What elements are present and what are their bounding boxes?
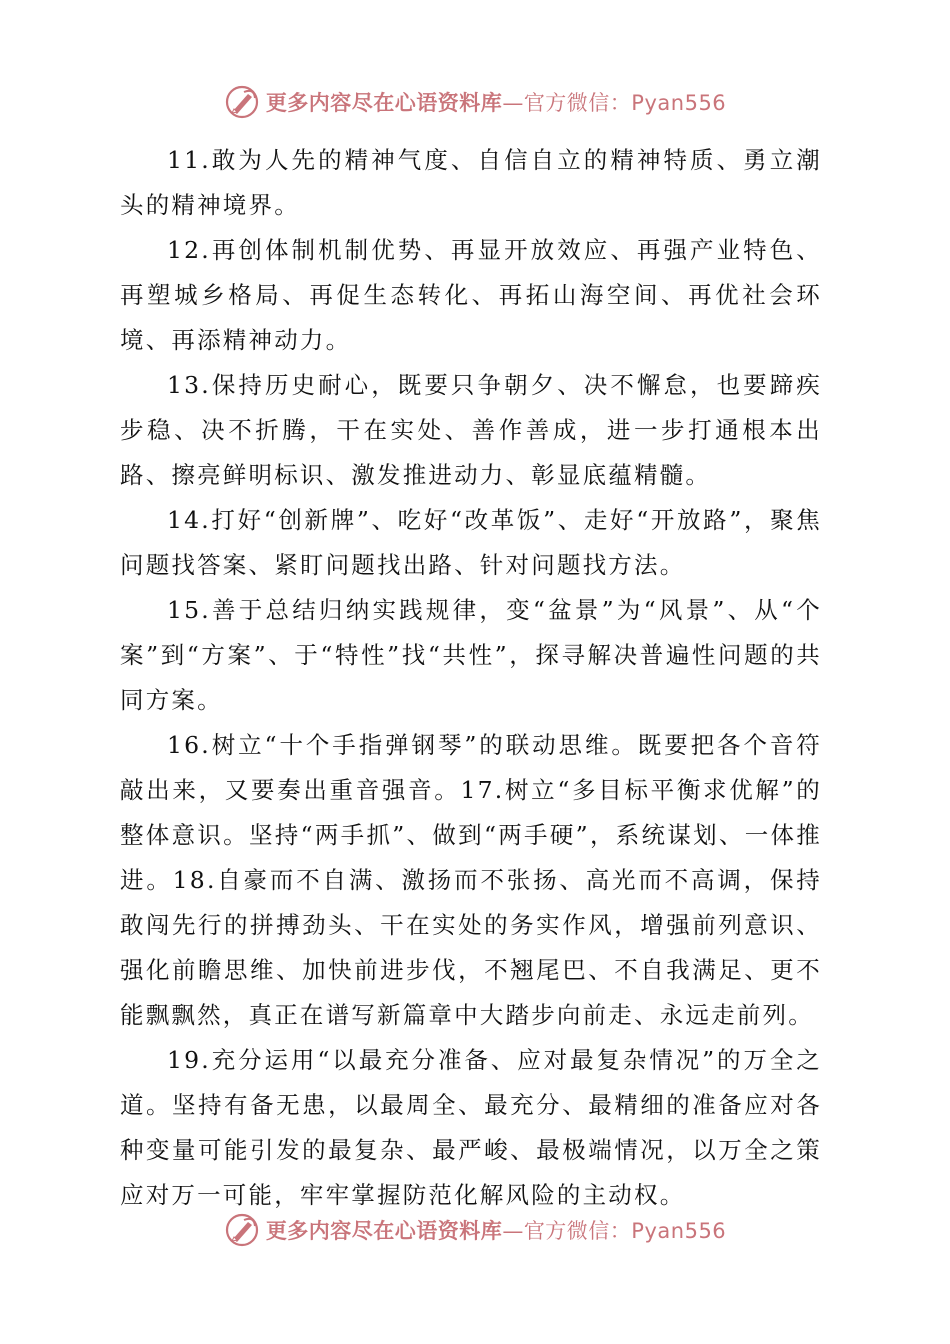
paragraph: 15.善于总结归纳实践规律，变“盆景”为“风景”、从“个案”到“方案”、于“特性”找“共性”，探寻解决普遍性问题的共同方案。 [120, 596, 822, 714]
header-banner [0, 84, 950, 120]
banner-text: 更多内容尽在心语资料库—官方微信：Pyan556 [265, 1219, 727, 1243]
banner-dash: — [502, 1219, 524, 1243]
pen-logo-icon [224, 1212, 260, 1248]
paragraph: 16.树立“十个手指弹钢琴”的联动思维。既要把各个音符敲出来，又要奏出重音强音。17.树立“多目标平衡求优解”的整体意识。坚持“两手抓”、做到“两手硬”，系统谋划、一体推进。18.自豪而不自满、激扬而不张扬、高光而不高调，保持敢闯先行的拼搏劲头、干在实处的务实作风，增强前列意识、强化前瞻思维、加快前进步伐，不翘尾巴、不自我满足、更不能飘飘然，真正在谱写新篇章中大踏步向前走、永远走前列。 [120, 731, 822, 1029]
banner-contact: 官方微信：Pyan556 [523, 1219, 727, 1243]
paragraph: 14.打好“创新牌”、吃好“改革饭”、走好“开放路”，聚焦问题找答案、紧盯问题找出路、针对问题找方法。 [120, 506, 822, 579]
paragraph: 12.再创体制机制优势、再显开放效应、再强产业特色、再塑城乡格局、再促生态转化、再拓山海空间、再优社会环境、再添精神动力。 [120, 236, 822, 354]
banner-contact: 官方微信：Pyan556 [523, 91, 727, 115]
paragraph: 13.保持历史耐心，既要只争朝夕、决不懈怠，也要蹄疾步稳、决不折腾，干在实处、善作善成，进一步打通根本出路、擦亮鲜明标识、激发推进动力、彰显底蕴精髓。 [120, 371, 822, 489]
paragraph: 19.充分运用“以最充分准备、应对最复杂情况”的万全之道。坚持有备无患，以最周全、最充分、最精细的准备应对各种变量可能引发的最复杂、最严峻、最极端情况，以万全之策应对万一可能，牢牢掌握防范化解风险的主动权。 [120, 1046, 822, 1209]
footer-banner [0, 1212, 950, 1248]
banner-text: 更多内容尽在心语资料库—官方微信：Pyan556 [265, 91, 727, 115]
document-body [120, 138, 822, 1218]
banner-dash: — [502, 91, 524, 115]
pen-logo-icon [224, 84, 260, 120]
paragraph: 11.敢为人先的精神气度、自信自立的精神特质、勇立潮头的精神境界。 [120, 146, 822, 219]
